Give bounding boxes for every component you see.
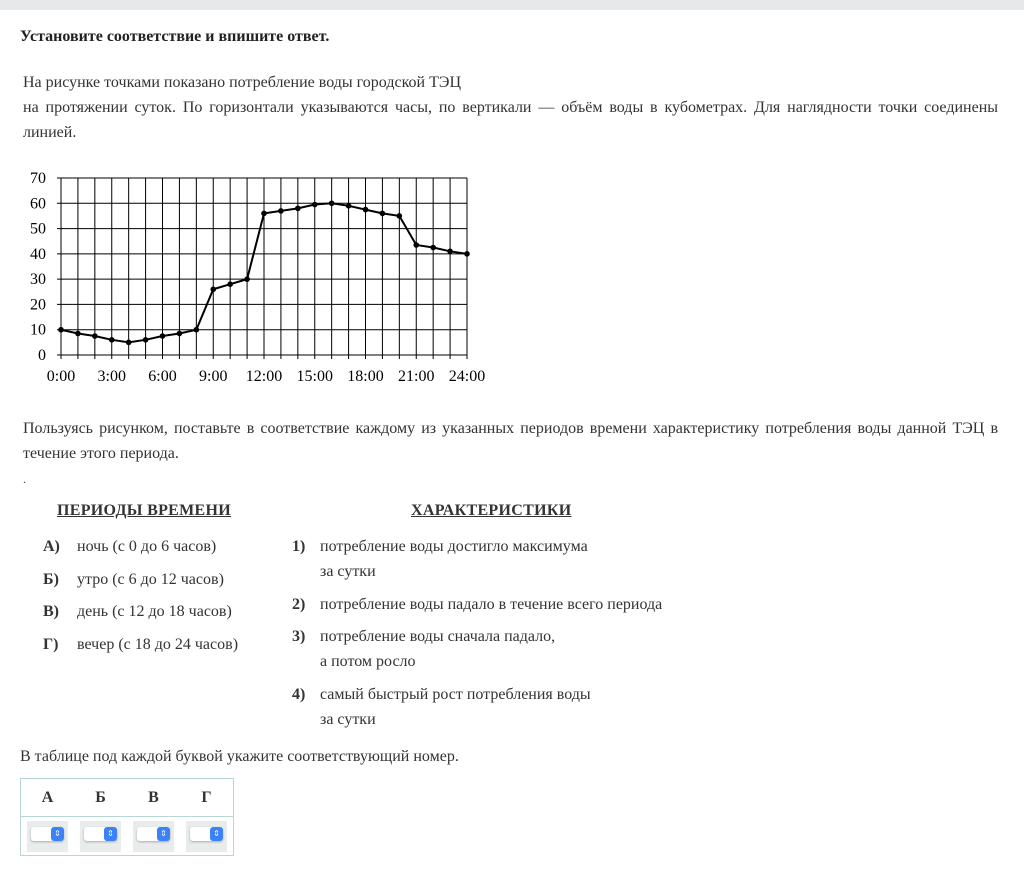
data-point: [447, 249, 453, 255]
period-text: день (с 12 до 18 часов): [77, 603, 232, 620]
data-point: [312, 202, 318, 208]
period-item: [43, 632, 238, 657]
y-tick-label: 40: [30, 245, 46, 263]
select-arrows-icon: ⇕: [210, 827, 223, 841]
intro-text: [23, 70, 998, 145]
x-tick-label: 0:00: [46, 368, 76, 385]
answer-prompt: В таблице под каждой буквой укажите соответствующий номер.: [20, 748, 459, 765]
characteristic-item: [292, 682, 591, 732]
x-tick-label: 18:00: [347, 368, 384, 385]
select-arrows-icon: ⇕: [104, 827, 117, 841]
characteristic-line-1: самый быстрый рост потребления воды: [320, 686, 591, 703]
data-point: [261, 211, 267, 217]
data-point: [397, 213, 403, 219]
characteristic-number: 2): [292, 596, 306, 613]
period-item: [43, 534, 216, 559]
data-point: [177, 331, 183, 337]
x-tick-label: 12:00: [245, 368, 283, 385]
data-point: [295, 206, 301, 212]
water-consumption-chart: [0, 160, 500, 395]
period-letter: В): [43, 603, 59, 620]
characteristic-line-1: потребление воды падало в течение всего периода: [320, 596, 663, 613]
y-tick-label: 60: [30, 195, 46, 213]
x-tick-label: 6:00: [148, 368, 177, 385]
column-b: Б: [74, 779, 127, 817]
data-point: [380, 211, 386, 217]
data-point: [109, 337, 115, 343]
instruction-text: Пользуясь рисунком, поставьте в соответствие каждому из указанных периодов времени характеристику потребления воды данной ТЭЦ в течение этого периода.: [23, 420, 998, 462]
x-tick-label: 24:00: [448, 368, 486, 385]
data-point: [92, 333, 98, 339]
characteristic-number: 4): [292, 686, 306, 703]
data-point: [194, 327, 200, 333]
characteristic-number: 1): [292, 538, 306, 555]
periods-header: ПЕРИОДЫ ВРЕМЕНИ: [57, 502, 231, 519]
y-tick-label: 0: [38, 347, 46, 364]
period-item: [43, 567, 224, 592]
data-point: [363, 207, 369, 213]
characteristic-line-2: а потом росло: [320, 653, 416, 670]
column-a: А: [21, 779, 75, 817]
top-bar: [0, 0, 1024, 10]
y-tick-label: 30: [30, 271, 46, 289]
characteristic-item: [292, 592, 662, 617]
data-point: [244, 276, 250, 282]
intro-line-2: на протяжении суток. По горизонтали указываются часы, по вертикали — объём воды в кубометрах. Для наглядности точки соединены линией.: [23, 99, 998, 141]
y-tick-label: 50: [30, 220, 46, 238]
x-tick-label: 15:00: [296, 368, 333, 385]
characteristic-item: [292, 534, 588, 584]
data-point: [464, 251, 470, 257]
data-point: [126, 340, 132, 346]
characteristic-item: [292, 624, 555, 674]
instruction-dot: .: [23, 472, 26, 486]
data-point: [227, 281, 233, 287]
data-point: [346, 203, 352, 209]
period-letter: Б): [43, 570, 59, 588]
answer-table: [20, 778, 234, 856]
column-g: Г: [180, 779, 234, 817]
x-tick-label: 3:00: [97, 368, 126, 385]
y-tick-label: 10: [30, 321, 46, 339]
x-tick-label: 9:00: [199, 368, 228, 385]
characteristic-line-2: за сутки: [320, 711, 376, 728]
data-point: [143, 337, 149, 343]
period-text: вечер (с 18 до 24 часов): [77, 635, 239, 653]
answer-select-g[interactable]: [190, 827, 223, 841]
answer-select-b[interactable]: [84, 827, 117, 841]
characteristic-line-2: за сутки: [320, 563, 376, 580]
intro-line-1: На рисунке точками показано потребление воды городской ТЭЦ: [23, 74, 461, 91]
characteristic-line-1: потребление воды сначала падало,: [320, 628, 556, 645]
period-letter: Г): [43, 635, 59, 653]
task-title: Установите соответствие и впишите ответ.: [20, 28, 330, 45]
data-point: [210, 286, 216, 292]
data-point: [413, 242, 419, 248]
data-point: [329, 200, 335, 206]
data-point: [75, 331, 81, 337]
column-v: В: [127, 779, 180, 817]
select-arrows-icon: ⇕: [157, 827, 170, 841]
characteristic-number: 3): [292, 628, 306, 645]
period-item: [43, 599, 232, 624]
period-text: утро (с 6 до 12 часов): [77, 570, 224, 588]
select-arrows-icon: ⇕: [51, 827, 64, 841]
y-tick-label: 20: [30, 296, 46, 314]
x-tick-label: 21:00: [398, 368, 435, 385]
data-point: [278, 208, 284, 214]
answer-select-a[interactable]: [31, 827, 64, 841]
period-text: ночь (с 0 до 6 часов): [77, 538, 217, 555]
data-point: [58, 327, 64, 333]
period-letter: А): [43, 538, 60, 555]
answer-select-v[interactable]: [137, 827, 170, 841]
data-point: [430, 245, 436, 251]
characteristics-header: ХАРАКТЕРИСТИКИ: [411, 502, 572, 519]
characteristic-line-1: потребление воды достигло максимума: [320, 538, 588, 555]
data-point: [160, 333, 166, 339]
y-tick-label: 70: [30, 170, 46, 187]
